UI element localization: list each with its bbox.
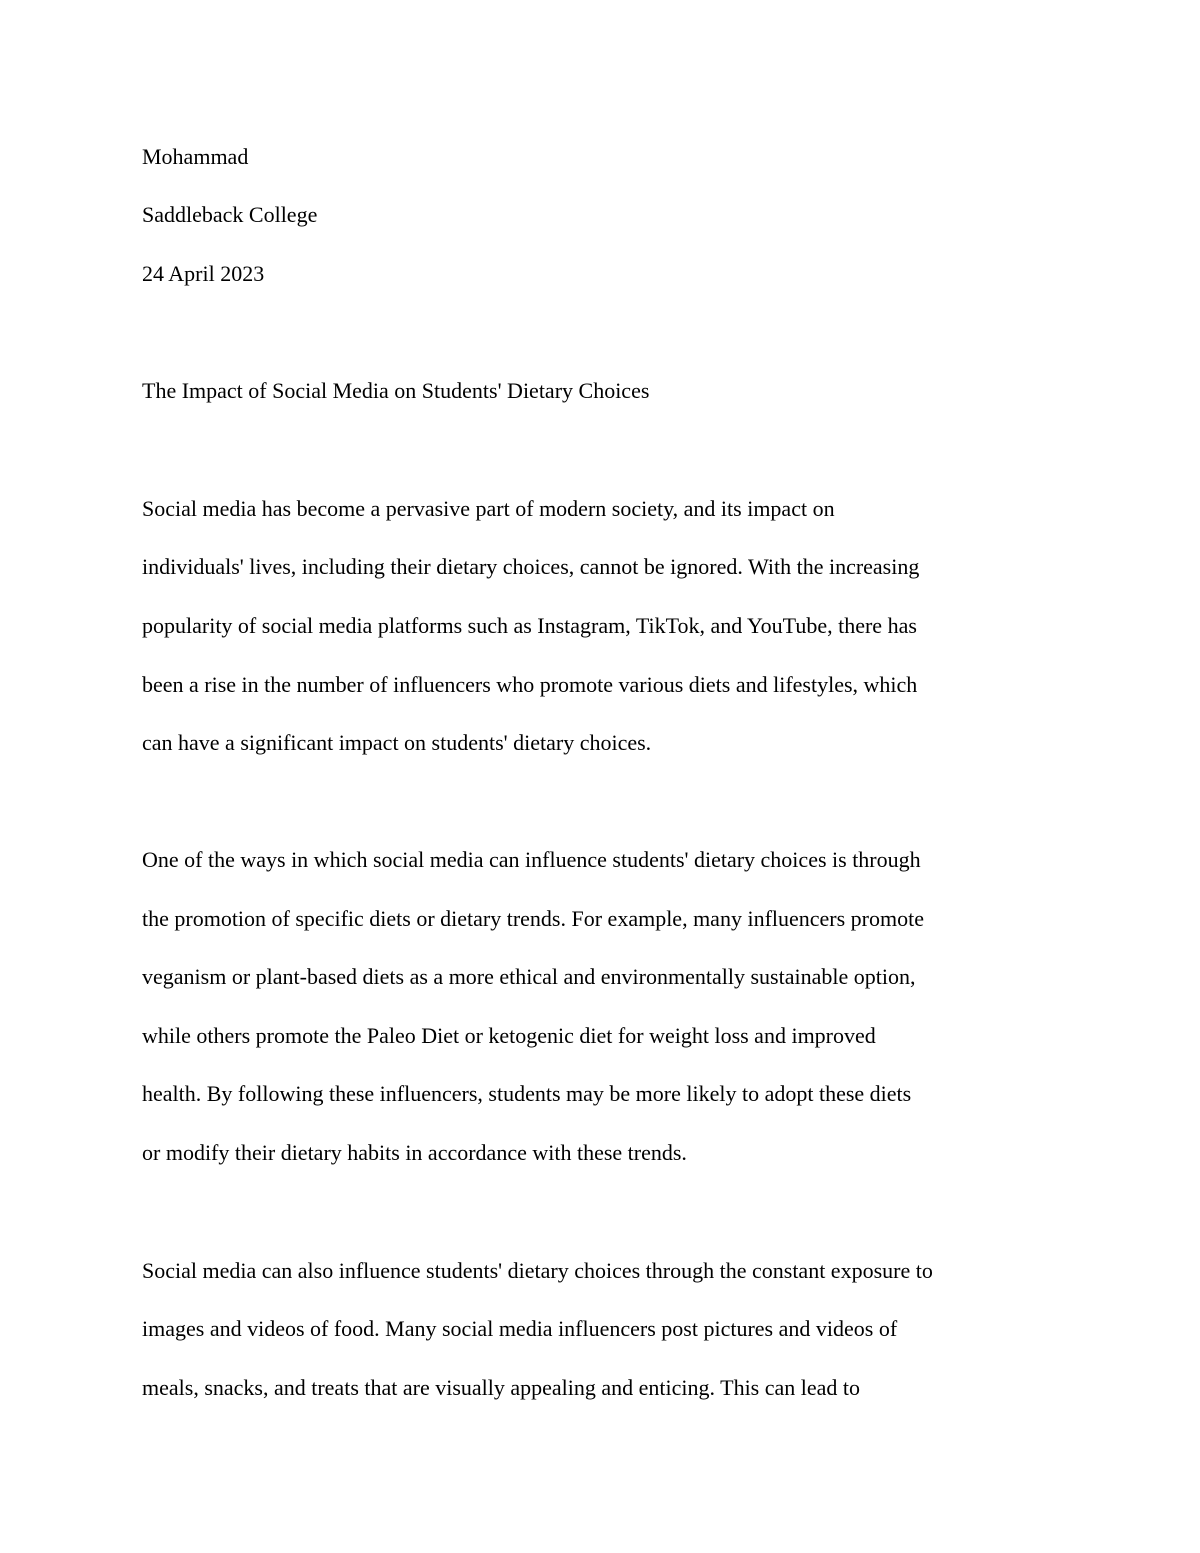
paragraph-line: individuals' lives, including their dietary choices, cannot be ignored. With the increasing (142, 554, 920, 579)
paragraph-line: meals, snacks, and treats that are visually appealing and enticing. This can lead to (142, 1375, 861, 1400)
institution-name: Saddleback College (142, 202, 318, 227)
paragraph-line: Social media can also influence students' dietary choices through the constant exposure to (142, 1258, 933, 1283)
paragraph-line: One of the ways in which social media can influence students' dietary choices is through (142, 847, 921, 872)
paragraph-line: popularity of social media platforms such as Instagram, TikTok, and YouTube, there has (142, 613, 917, 638)
paragraph-line: images and videos of food. Many social media influencers post pictures and videos of (142, 1316, 898, 1341)
paragraph-line: while others promote the Paleo Diet or ketogenic diet for weight loss and improved (142, 1023, 876, 1048)
paragraph-line: been a rise in the number of influencers who promote various diets and lifestyles, which (142, 672, 918, 697)
paragraph-line: can have a significant impact on students' dietary choices. (142, 730, 652, 755)
document-date: 24 April 2023 (142, 261, 265, 286)
paragraph-line: Social media has become a pervasive part of modern society, and its impact on (142, 496, 835, 521)
paragraph-line: the promotion of specific diets or dietary trends. For example, many influencers promote (142, 906, 924, 931)
paragraph-line: health. By following these influencers, students may be more likely to adopt these diets (142, 1081, 912, 1106)
document-title: The Impact of Social Media on Students' Dietary Choices (142, 378, 650, 403)
paragraph-line: veganism or plant-based diets as a more ethical and environmentally sustainable option, (142, 964, 916, 989)
author-name: Mohammad (142, 144, 249, 169)
paragraph-line: or modify their dietary habits in accordance with these trends. (142, 1140, 687, 1165)
